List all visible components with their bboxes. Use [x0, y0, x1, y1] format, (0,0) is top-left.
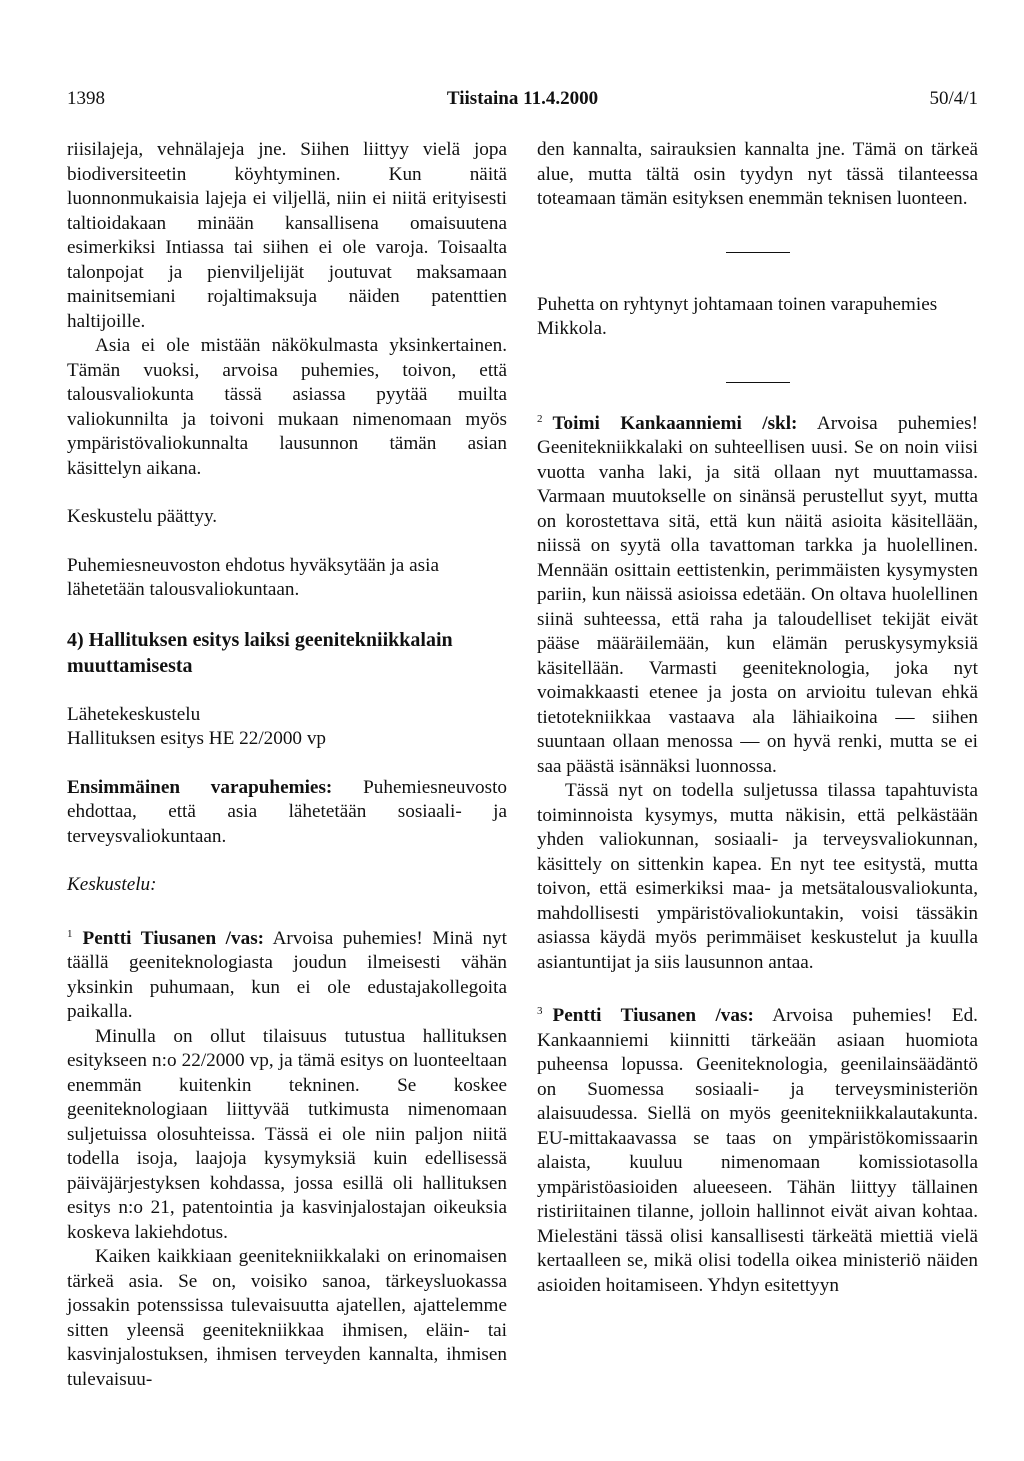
- paragraph: Minulla on ollut tilaisuus tutustua hallituksen esitykseen n:o 22/2000 vp, ja tämä esitys on luonteeltaan enemmän kuitenkin tekninen. Se koskee geeniteknologiaan liittyvää tutkimusta nimenomaan suljetuissa olosuhteissa. Tässä ei ole niin paljon niitä todella isoja, laajoja kysymyksiä kuin edellisessä päiväjärjestyksen kohdassa, jossa esillä oli hallituksen esitys n:o 21, patentointia ja kasvinjalostajan oikeuksia koskeva lakiehdotus.: [67, 1025, 507, 1243]
- document-reference: 50/4/1: [929, 88, 978, 109]
- speech-text: Arvoisa puhemies! Minä nyt täällä geeniteknologiasta joudun ilmeisesti vähän yksinkin puhumaan, kun ei ole edustajakollegoita paikalla.: [67, 927, 507, 1022]
- speaker-name: Pentti Tiusanen /vas:: [82, 927, 265, 949]
- session-date: Tiistaina 11.4.2000: [446, 88, 599, 109]
- discussion-label: Keskustelu:: [67, 874, 157, 895]
- speech: [537, 999, 978, 1298]
- right-column: [537, 138, 978, 1298]
- deputy-speaker-statement: [67, 776, 507, 850]
- paragraph: riisilajeja, vehnälajeja jne. Siihen liittyy vielä jopa biodiversiteetin köyhtyminen. Kun näitä luonnonmukaisia lajeja ei viljellä, niin ei niitä erityisesti taltioidakaan minään kansallisena omaisuutena esimerkiksi Intiassa tai siihen ei ole varoja. Toisaalta talonpojat ja pienviljelijät joutuvat maksamaan mainitsemiani rojaltimaksuja näiden patenttien haltijoille.: [67, 139, 507, 332]
- left-column: [67, 138, 507, 1392]
- paragraph: Asia ei ole mistään näkökulmasta yksinkertainen. Tämän vuoksi, arvoisa puhemies, toivon, että talousvaliokunta tässä asiassa pyytää muilta valiokunnilta ja toivoni mukaan nimenomaan myös ympäristövaliokunnalta lausunnon tämän asian käsittelyn aikana.: [67, 335, 507, 479]
- chair-change-note: Puhetta on ryhtynyt johtamaan toinen varapuhemies Mikkola.: [537, 293, 938, 339]
- bill-reference: Hallituksen esitys HE 22/2000 vp: [67, 728, 327, 749]
- speech-text: Arvoisa puhemies! Ed. Kankaanniemi kiinnitti tärkeään asiaan huomiota puheensa lopussa. Geeniteknologia, geenilainsäädäntö on Suomessa sosiaali- ja terveysministeriön alaisuudessa. Siellä on myös geenitekniikkalautakunta. EU-mittakaavassa se taas on ympäristökomissaarin alaista, kuuluu nimenomaan komissiotasolla ympäristöasioiden alueeseen. Tähän liittyy tällainen ristiriitainen tilanne, jolloin hallinnot eivät aivan kohtaa. Mielestäni tässä olisi kansallisesti tärkeätä miettiä vielä kertaalleen se, mikä olisi todella oikea ministeriö näiden asioiden hoitamiseen. Yhdyn esitettyyn: [537, 1005, 978, 1296]
- statement-text: Puhemiesneuvosto ehdottaa, että asia lähetetään sosiaali- ja terveysvaliokuntaan.: [67, 776, 507, 847]
- speaker-name: Toimi Kankaanniemi /skl:: [552, 412, 798, 434]
- page-number: 1398: [67, 88, 105, 109]
- page-header: [67, 88, 978, 118]
- paragraph: Kaiken kaikkiaan geenitekniikkalaki on erinomaisen tärkeä asia. Se on, voisiko sanoa, tärkeysluokassa jossakin potenssissa tulevaisuutta ajatellen, ajattelemme sitten yleensä geenitekniikkaa ihmisen, eläin- tai kasvinjalostuksen, ihmisen terveyden kannalta, ihmisen tulevaisuu-: [67, 1246, 507, 1390]
- speech-number: 1: [67, 927, 73, 940]
- speech-text: Arvoisa puhemies! Geenitekniikkalaki on suhteellisen uusi. Se on noin viisi vuotta vanha laki, ja sitä ollaan nyt muuttamassa. Varmaan muutokselle on sinänsä perustellut syyt, mutta on korostettava sitä, että kun näitä asioita käsitellään, niissä on syytä olla tavattoman tarkka ja huolellinen. Mennään osittain eettistenkin, perimmäisten kysymysten pariin, kun näissä asioissa edetään. On oltava huolellinen siinä suhteessa, että raha ja taloudelliset tekijät eivät pääse määräilemään, kun elämän peruskysymyksiä käsitellään. Varmasti geeniteknologia, joka nyt voimakkaasti etenee ja josta on arvioitu tulevan ehkä tietotekniikkaa vastaava ala lähiaikoina — siihen suuntaan ollaan menossa — on hyvä renki, mutta se ei saa päästä isännäksi luonnossa.: [537, 412, 978, 777]
- speech-number: 3: [537, 1005, 543, 1017]
- paragraph: den kannalta, sairauksien kannalta jne. Tämä on tärkeä alue, mutta tältä osin tyydyn nyt tässä tilanteessa toteamaan tämän esityksen enemmän teknisen luonteen.: [537, 139, 978, 209]
- discussion-ended-note: Keskustelu päättyy.: [67, 506, 218, 527]
- speaker-name: Ensimmäinen varapuhemies:: [67, 776, 333, 798]
- referral-debate-label: Lähetekeskustelu: [67, 703, 201, 725]
- speaker-name: Pentti Tiusanen /vas:: [552, 1005, 754, 1026]
- speech: [537, 407, 978, 780]
- decision-note: Puhemiesneuvoston ehdotus hyväksytään ja asia lähetetään talousvaliokuntaan.: [67, 554, 439, 600]
- agenda-item-title: 4) Hallituksen esitys laiksi geenitekniikkalain muuttamisesta: [67, 628, 453, 677]
- speech-number: 2: [537, 412, 543, 425]
- speech: [67, 922, 507, 1025]
- paragraph: Tässä nyt on todella suljetussa tilassa tapahtuvista toiminnoista kysymys, mutta näkisin, että pelkästään yhden valiokunnan, sosiaali- ja terveysvaliokunnan, käsittely on sittenkin kapea. En nyt tee esitystä, mutta toivon, että esimerkiksi maa- ja metsätalousvaliokunta, mahdollisesti ympäristövaliokuntakin, voisi tässäkin asiassa käydä myös perimmäiset keskustelut ja kuulla asiantuntijat ja siis lausunnon antaa.: [537, 780, 978, 973]
